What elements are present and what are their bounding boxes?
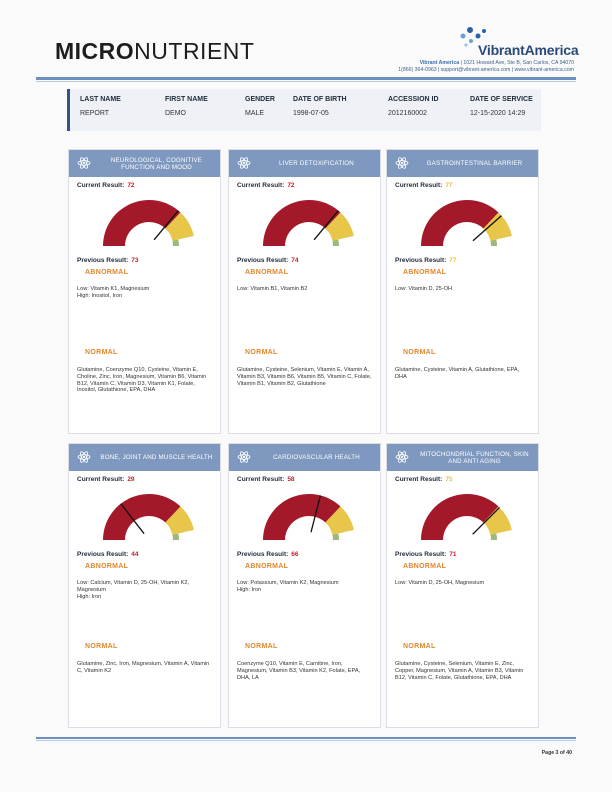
panel-title: BONE, JOINT AND MUSCLE HEALTH [100, 454, 213, 461]
service-date-label: DATE OF SERVICE [470, 96, 533, 103]
panel-title: NEUROLOGICAL, COGNITIVE FUNCTION AND MOOD [110, 156, 203, 171]
first-name-field [165, 96, 208, 117]
current-result [395, 476, 453, 483]
panel-header [387, 150, 538, 177]
score-gauge [261, 488, 357, 546]
panel-header [229, 444, 380, 471]
previous-result-label: Previous Result: [237, 551, 289, 558]
previous-result [77, 551, 139, 558]
current-result [77, 476, 135, 483]
page-number: Page 3 of 40 [541, 750, 572, 756]
current-result-label: Current Result: [237, 476, 285, 483]
accession-label: ACCESSION ID [388, 96, 439, 103]
abnormal-heading: ABNORMAL [85, 563, 129, 570]
panel-card [228, 443, 381, 728]
report-title [55, 38, 254, 65]
panel-title: LIVER DETOXIFICATION [279, 160, 354, 167]
previous-result [237, 551, 299, 558]
normal-heading: NORMAL [85, 643, 118, 650]
footer-divider [36, 737, 576, 739]
current-result-label: Current Result: [395, 476, 443, 483]
dob-value: 1998-07-05 [293, 110, 329, 117]
current-result-value: 29 [127, 476, 135, 483]
abnormal-heading: ABNORMAL [403, 563, 447, 570]
previous-result [395, 551, 457, 558]
header-divider [36, 77, 576, 80]
normal-nutrients: Glutamine, Coenzyme Q10, Cysteine, Vitamin E, Choline, Zinc, Iron, Magnesium, Vitamin B6, Vitamin B12, Vitamin C, Vitamin D3, Vitamin K1, Folate, Inositol, Glutathione, EPA, DHA [77, 367, 207, 394]
current-result [237, 182, 295, 189]
abnormal-heading: ABNORMAL [245, 563, 289, 570]
logo-wordmark: VibrantAmerica [478, 42, 579, 58]
atom-icon [237, 156, 251, 170]
panel-card [386, 443, 539, 728]
service-date-field [470, 96, 533, 117]
gender-field [245, 96, 275, 117]
previous-result-value: 44 [131, 551, 139, 558]
panel-card [68, 443, 221, 728]
previous-result-label: Previous Result: [237, 257, 289, 264]
panel-card [68, 149, 221, 434]
gender-label: GENDER [245, 96, 275, 103]
current-result-value: 77 [445, 182, 453, 189]
abnormal-nutrients: Low: Vitamin D, 25-OH, Magnesium [395, 580, 485, 586]
current-result-value: 72 [287, 182, 295, 189]
panel-title: MITOCHONDRIAL FUNCTION, SKIN AND ANTI AGING [420, 450, 529, 465]
normal-nutrients: Glutamine, Cysteine, Selenium, Vitamin E, Zinc, Copper, Magnesium, Vitamin A, Vitamin B3, Vitamin B12, Vitamin C, Folate, Glutathione, EPA, DHA [395, 661, 524, 681]
abnormal-nutrients: Low: Potassium, Vitamin K2, Magnesium High: Iron [237, 580, 339, 593]
current-result [395, 182, 453, 189]
panel-title: CARDIOVASCULAR HEALTH [273, 454, 360, 461]
first-name-label: FIRST NAME [165, 96, 208, 103]
panel-card [228, 149, 381, 434]
contact-info [398, 60, 574, 74]
normal-heading: NORMAL [403, 643, 436, 650]
panel-card [386, 149, 539, 434]
panel-header [69, 150, 220, 177]
current-result-value: 58 [287, 476, 295, 483]
score-gauge [101, 488, 197, 546]
gauge-red-band [421, 200, 498, 246]
last-name-value: REPORT [80, 110, 110, 117]
normal-nutrients: Glutamine, Zinc, Iron, Magnesium, Vitamin A, Vitamin C, Vitamin K2 [77, 661, 210, 674]
last-name-label: LAST NAME [80, 96, 121, 103]
normal-nutrients: Glutamine, Cysteine, Vitamin A, Glutathione, EPA, DHA [395, 367, 520, 380]
abnormal-heading: ABNORMAL [403, 269, 447, 276]
contact-company: Vibrant America [419, 60, 460, 66]
abnormal-nutrients: Low: Calcium, Vitamin D, 25-OH, Vitamin K2, Magnesium High: Iron [77, 580, 190, 600]
previous-result-value: 77 [449, 257, 457, 264]
score-gauge [101, 194, 197, 252]
atom-icon [237, 450, 251, 464]
title-light: NUTRIENT [134, 38, 255, 64]
current-result-label: Current Result: [77, 182, 125, 189]
gender-value: MALE [245, 110, 265, 117]
contact-phone-email: 1(866) 364-0963 | support@vibrant-america.com | www.vibrant-america.com [398, 67, 574, 73]
footer-divider-thin [36, 740, 576, 741]
score-gauge [419, 488, 515, 546]
abnormal-nutrients: Low: Vitamin B1, Vitamin B2 [237, 286, 308, 292]
abnormal-heading: ABNORMAL [245, 269, 289, 276]
normal-heading: NORMAL [245, 349, 278, 356]
normal-heading: NORMAL [403, 349, 436, 356]
service-date-value: 12-15-2020 14:29 [470, 110, 526, 117]
atom-icon [77, 450, 91, 464]
current-result-label: Current Result: [395, 182, 443, 189]
gauge-red-band [263, 494, 340, 540]
current-result-value: 72 [127, 182, 135, 189]
panel-header [69, 444, 220, 471]
panel-title: GASTROINTESTINAL BARRIER [426, 160, 523, 167]
dob-label: DATE OF BIRTH [293, 96, 347, 103]
score-gauge [261, 194, 357, 252]
previous-result [395, 257, 457, 264]
current-result-label: Current Result: [77, 476, 125, 483]
gauge-red-band [421, 494, 498, 540]
previous-result-label: Previous Result: [395, 551, 447, 558]
abnormal-nutrients: Low: Vitamin D, 25-OH [395, 286, 453, 292]
abnormal-heading: ABNORMAL [85, 269, 129, 276]
normal-nutrients: Coenzyme Q10, Vitamin E, Carnitine, Iron, Magnesium, Vitamin B3, Vitamin K2, Folate, EPA, DHA, LA [237, 661, 361, 681]
current-result-value: 75 [445, 476, 453, 483]
normal-heading: NORMAL [245, 643, 278, 650]
panel-header [387, 444, 538, 471]
first-name-value: DEMO [165, 110, 186, 117]
current-result-label: Current Result: [237, 182, 285, 189]
abnormal-nutrients: Low: Vitamin K1, Magnesium High: Inositol, Iron [77, 286, 150, 299]
previous-result-value: 74 [291, 257, 299, 264]
previous-result-value: 73 [131, 257, 139, 264]
atom-icon [395, 450, 409, 464]
header-divider-thin [36, 81, 576, 82]
accession-value: 2012160002 [388, 110, 427, 117]
normal-nutrients: Glutamine, Cysteine, Selenium, Vitamin E, Vitamin A, Vitamin B3, Vitamin B6, Vitamin B5, Vitamin C, Folate, Vitamin B1, Vitamin B2, Glutathione [237, 367, 372, 387]
last-name-field [80, 96, 121, 117]
current-result [77, 182, 135, 189]
previous-result [237, 257, 299, 264]
previous-result-label: Previous Result: [77, 551, 129, 558]
dob-field [293, 96, 347, 117]
previous-result-value: 71 [449, 551, 457, 558]
previous-result-value: 66 [291, 551, 299, 558]
accession-field [388, 96, 439, 117]
patient-info-bar [67, 89, 541, 131]
contact-address: | 1021 Howard Ave, Ste B, San Carlos, CA 94070 [459, 60, 574, 66]
gauge-red-band [103, 494, 180, 540]
atom-icon [395, 156, 409, 170]
normal-heading: NORMAL [85, 349, 118, 356]
atom-icon [77, 156, 91, 170]
current-result [237, 476, 295, 483]
title-bold: MICRO [55, 38, 135, 64]
previous-result [77, 257, 139, 264]
score-gauge [419, 194, 515, 252]
previous-result-label: Previous Result: [395, 257, 447, 264]
panel-header [229, 150, 380, 177]
previous-result-label: Previous Result: [77, 257, 129, 264]
